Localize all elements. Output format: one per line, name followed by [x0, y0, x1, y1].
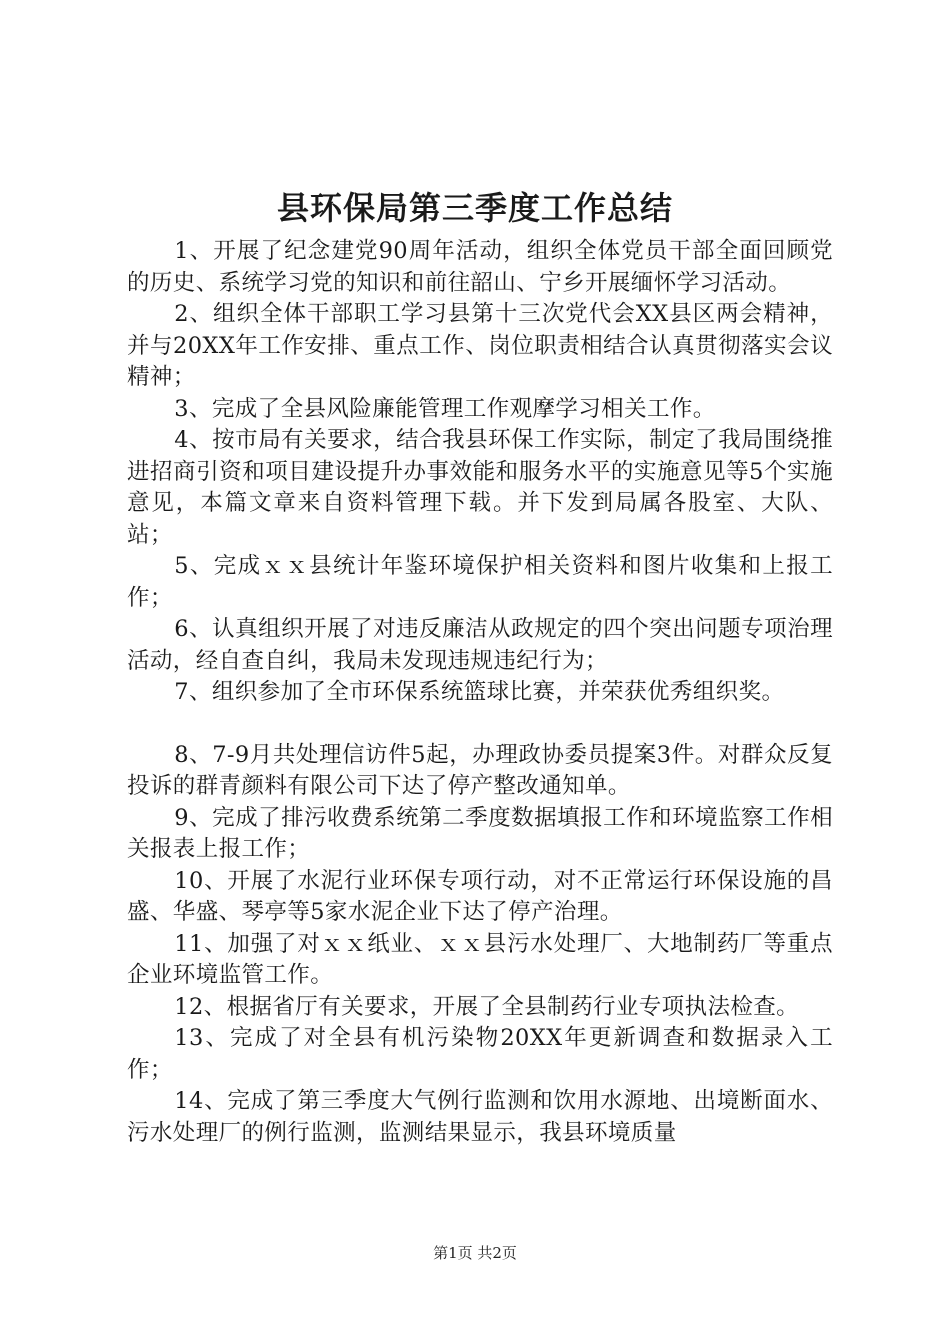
paragraph-5: 5、完成ｘｘ县统计年鉴环境保护相关资料和图片收集和上报工作；: [127, 553, 833, 611]
paragraph-10: 10、开展了水泥行业环保专项行动，对不正常运行环保设施的昌盛、华盛、琴亭等5家水泥企业下达了停产治理。: [127, 867, 833, 925]
paragraph-6: 6、认真组织开展了对违反廉洁从政规定的四个突出问题专项治理活动，经自查自纠，我局未发现违规违纪行为；: [127, 616, 833, 674]
paragraph-14: 14、完成了第三季度大气例行监测和饮用水源地、出境断面水、污水处理厂的例行监测，监测结果显示，我县环境质量: [127, 1088, 833, 1146]
paragraph-7: 7、组织参加了全市环保系统篮球比赛，并荣获优秀组织奖。: [174, 679, 785, 705]
paragraph-8: 8、7-9月共处理信访件5起，办理政协委员提案3件。对群众反复投诉的群青颜料有限公司下达了停产整改通知单。: [127, 741, 833, 799]
paragraph-3: 3、完成了全县风险廉能管理工作观摩学习相关工作。: [174, 395, 716, 422]
paragraph-4: 4、按市局有关要求，结合我县环保工作实际，制定了我局围绕推进招商引资和项目建设提升办事效能和服务水平的实施意见等5个实施意见，本篇文章来自资料管理下载。并下发到局属各股室、大队、站；: [127, 427, 833, 548]
paragraph-9: 9、完成了排污收费系统第二季度数据填报工作和环境监察工作相关报表上报工作；: [127, 804, 833, 862]
document-title: 县环保局第三季度工作总结: [276, 189, 673, 227]
paragraph-11: 11、加强了对ｘｘ纸业、ｘｘ县污水处理厂、大地制药厂等重点企业环境监管工作。: [127, 930, 833, 988]
paragraph-12: 12、根据省厅有关要求，开展了全县制药行业专项执法检查。: [174, 993, 800, 1020]
document-body: [127, 236, 833, 1149]
paragraph-spacer: [127, 709, 833, 740]
paragraph-1: 1、开展了纪念建党90周年活动，组织全体党员干部全面回顾党的历史、系统学习党的知识和前往韶山、宁乡开展缅怀学习活动。: [127, 238, 833, 296]
paragraph-2: 2、组织全体干部职工学习县第十三次党代会XX县区两会精神，并与20XX年工作安排、重点工作、岗位职责相结合认真贯彻落实会议精神；: [127, 301, 833, 390]
page-number-footer: 第1页 共2页: [433, 1244, 517, 1262]
paragraph-13: 13、完成了对全县有机污染物20XX年更新调查和数据录入工作；: [127, 1025, 833, 1083]
